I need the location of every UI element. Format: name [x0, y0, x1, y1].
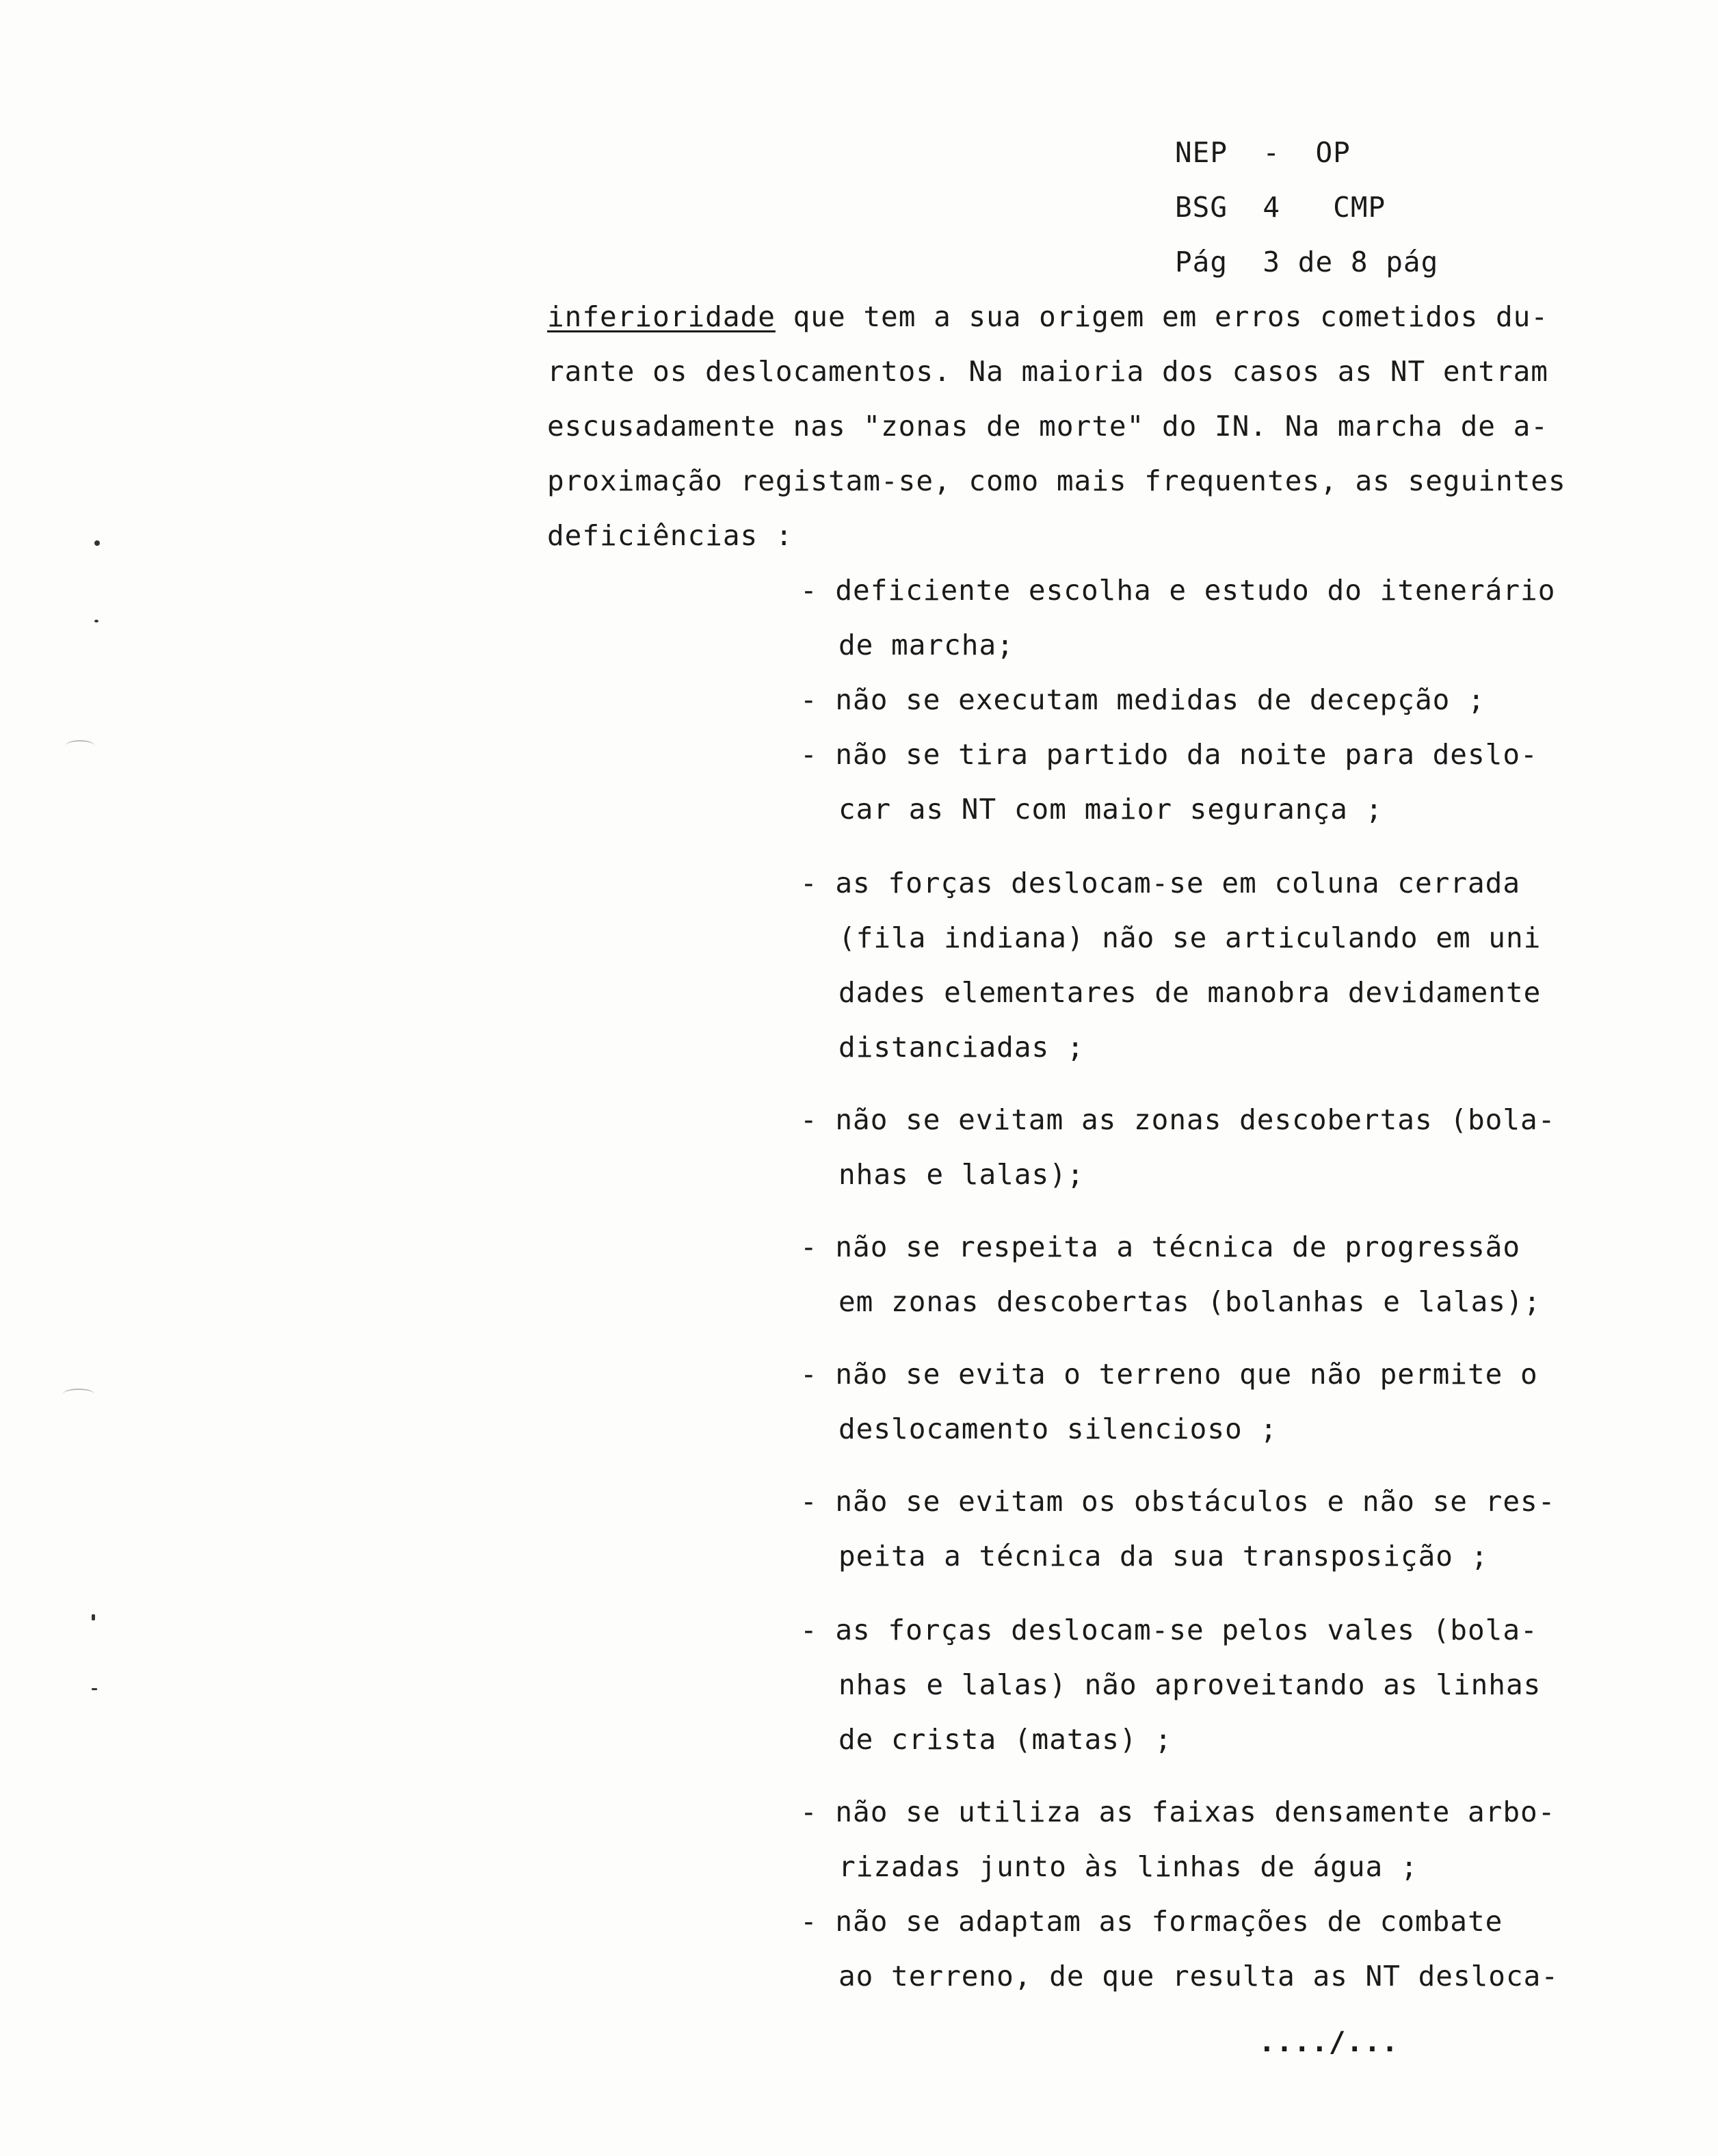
list-item-11-line-1: - não se adaptam as formações de combate	[800, 1905, 1503, 1938]
list-item-5-line-1: - não se evitam as zonas descobertas (bola-	[800, 1103, 1556, 1136]
list-item-5-line-2: nhas e lalas);	[838, 1158, 1085, 1191]
margin-speck	[92, 1614, 95, 1620]
list-item-3-line-1: - não se tira partido da noite para deslo-	[800, 738, 1538, 771]
list-item-9-line-1: - as forças deslocam-se pelos vales (bola-	[800, 1614, 1538, 1646]
body-line-2: rante os deslocamentos. Na maioria dos casos as NT entram	[547, 355, 1548, 388]
list-item-3-line-2: car as NT com maior segurança ;	[838, 793, 1384, 826]
list-item-6-line-1: - não se respeita a técnica de progressão	[800, 1231, 1521, 1263]
list-item-1-line-2: de marcha;	[838, 629, 1014, 661]
list-item-10-line-1: - não se utiliza as faixas densamente arbo-	[800, 1796, 1556, 1828]
list-item-2-line-1: - não se executam medidas de decepção ;	[800, 683, 1485, 716]
body-line-3: escusadamente nas "zonas de morte" do IN. Na marcha de a-	[547, 410, 1548, 443]
list-item-9-line-2: nhas e lalas) não aproveitando as linhas	[838, 1668, 1542, 1701]
list-item-4-line-3: dades elementares de manobra devidamente	[838, 976, 1542, 1009]
list-item-11-line-2: ao terreno, de que resulta as NT desloca-	[838, 1960, 1559, 1993]
list-item-7-line-1: - não se evita o terreno que não permite o	[800, 1358, 1538, 1391]
body-line-5: deficiências :	[547, 519, 793, 552]
list-item-4-line-4: distanciadas ;	[838, 1031, 1085, 1064]
margin-arc-mark	[63, 1389, 94, 1399]
body-line-1	[547, 300, 1548, 334]
list-item-6-line-2: em zonas descobertas (bolanhas e lalas);	[838, 1285, 1542, 1318]
underlined-word: inferioridade	[547, 300, 776, 333]
list-item-8-line-1: - não se evitam os obstáculos e não se res-	[800, 1485, 1556, 1518]
margin-speck	[94, 540, 100, 546]
margin-speck	[92, 1688, 97, 1690]
header-unit: BSG 4 CMP	[1175, 191, 1386, 224]
list-item-4-line-2: (fila indiana) não se articulando em uni	[838, 921, 1542, 954]
list-item-7-line-2: deslocamento silencioso ;	[838, 1412, 1278, 1445]
list-item-8-line-2: peita a técnica da sua transposição ;	[838, 1540, 1489, 1573]
list-item-9-line-3: de crista (matas) ;	[838, 1723, 1172, 1756]
header-page-number: Pág 3 de 8 pág	[1175, 246, 1439, 278]
header-document-code: NEP - OP	[1175, 136, 1351, 169]
body-line-1-rest: que tem a sua origem em erros cometidos du-	[775, 300, 1549, 333]
continuation-marker: ..../...	[1258, 2025, 1399, 2058]
list-item-4-line-1: - as forças deslocam-se em coluna cerrada	[800, 867, 1521, 899]
margin-speck	[94, 620, 98, 622]
body-line-4: proximação registam-se, como mais frequentes, as seguintes	[547, 464, 1566, 497]
list-item-1-line-1: - deficiente escolha e estudo do itenerário	[800, 574, 1556, 607]
list-item-10-line-2: rizadas junto às linhas de água ;	[838, 1850, 1418, 1883]
margin-arc-mark	[66, 740, 94, 751]
